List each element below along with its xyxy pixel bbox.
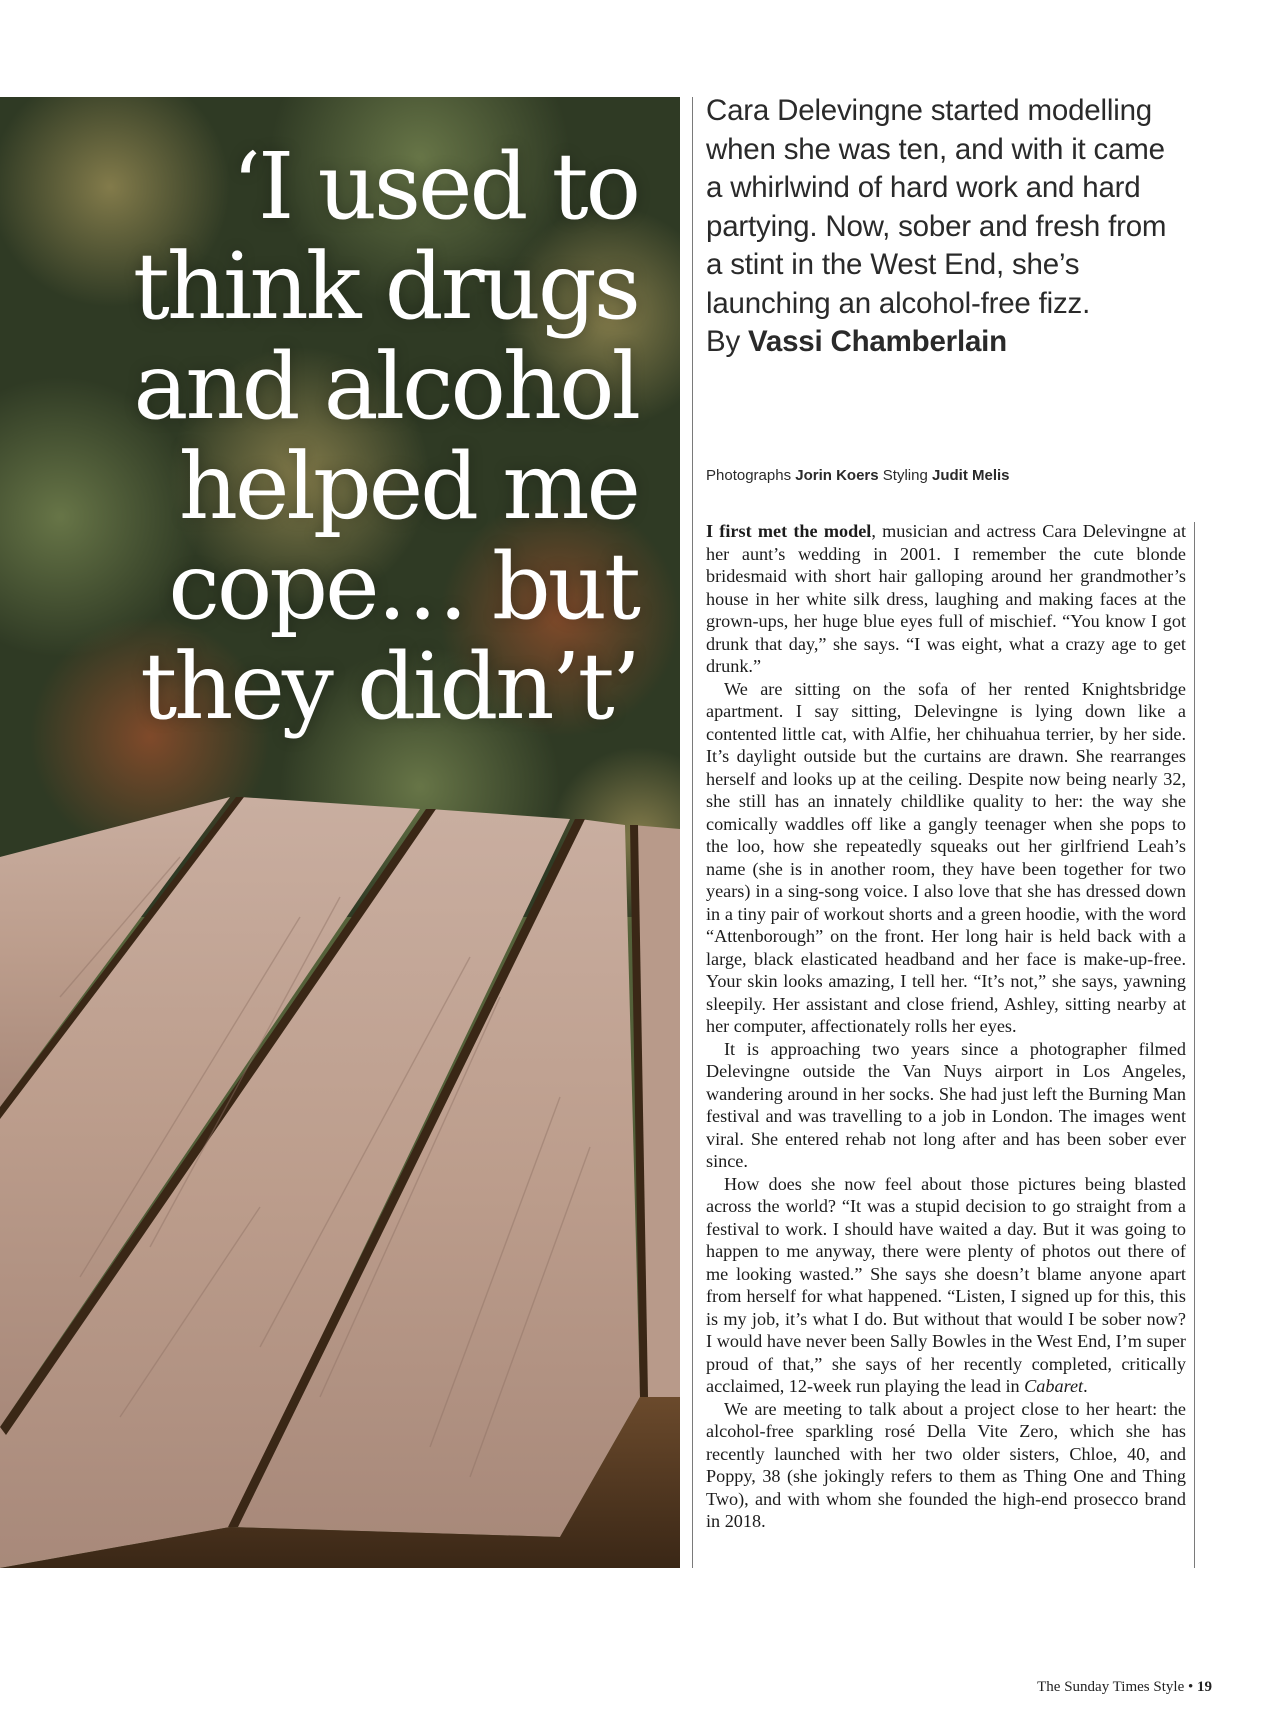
standfirst (706, 92, 1186, 362)
page-footer (1037, 1679, 1212, 1696)
article-paragraph-4-text: How does she now feel about those pictures being blasted across the world? “It was a stupid decision to go straight from a festival to work. I should have waited a day. But it was going to happen to me anyway, there were plenty of photos out there of me looking wasted.” She says she doesn’t blame anyone apart from herself for what happened. “Listen, I signed up for this, this is my job, it’s what I do. But without that would I be sober now? I would have never been Sally Bowles in the West End, I’m super proud of that,” she says of her recently completed, critically acclaimed, 12-week run playing the lead in (706, 1173, 1186, 1396)
article-paragraph-2: We are sitting on the sofa of her rented Knightsbridge apartment. I say sitting, Delevingne is lying down like a contented little cat, with Alfie, her chihuahua terrier, by her side. It’s daylight outside but the curtains are drawn. She rearranges herself and looks up at the ceiling. Despite now being nearly 32, she still has an innately childlike quality to her: the way she comically waddles off like a gangly teenager when she pops to the loo, how she repeatedly squeaks out her girlfriend Leah’s name (she is in another room, they have been together for two years) in a sing-song voice. I also love that she has dressed down in a tiny pair of workout shorts and a green hoodie, with the word “Attenborough” on the front. Her long hair is held back with a large, black elasticated headband and her face is make-up-free. Your skin looks amazing, I tell her. “It’s not,” she says, yawning sleepily. Her assistant and close friend, Ashley, sitting nearby at her computer, affectionately rolls her eyes. (706, 678, 1186, 1036)
photo-credits (706, 466, 1186, 486)
footer-separator: • (1187, 1679, 1194, 1695)
article-paragraph-5: We are meeting to talk about a project close to her heart: the alcohol-free sparkling rosé Della Vite Zero, which she has recently launched with her two older sisters, Chloe, 40, and Poppy, 38 (she jokingly refers to them as Thing One and Thing Two), and with whom she founded the high-end prosecco brand in 2018. (706, 1398, 1186, 1531)
article-paragraph-4-end: . (1083, 1376, 1088, 1396)
article-paragraph-1 (706, 520, 1186, 678)
standfirst-text: Cara Delevingne started modelling when she was ten, and with it came a whirlwind of hard work and hard partying. Now, sober and fresh from a stint in the West End, she’s launching an alcohol-free fizz. (706, 94, 1167, 320)
byline-author: Vassi Chamberlain (748, 325, 1007, 358)
page-number: 19 (1197, 1679, 1212, 1695)
article-paragraph-3: It is approaching two years since a photographer filmed Delevingne outside the Van Nuys airport in Los Angeles, wandering around in her socks. She had just left the Burning Man festival and was travelling to a job in London. The images went viral. She entered rehab not long after and has been sober ever since. (706, 1038, 1186, 1171)
headline: ‘I used to think drugs and alcohol helped me cope… but they didn’t’ (132, 133, 638, 740)
photographer-name: Jorin Koers (795, 467, 879, 484)
article-lead-in: I first met the model (706, 521, 872, 541)
photographs-label: Photographs (706, 467, 792, 484)
hero-photo (0, 97, 680, 1568)
publication-name: The Sunday Times Style (1037, 1679, 1185, 1695)
byline-by: By (706, 325, 741, 358)
body-column-divider (1194, 522, 1195, 1568)
show-title-cabaret: Cabaret (1024, 1376, 1084, 1396)
column-divider (692, 97, 693, 1568)
article-paragraph-1-text: , musician and actress Cara Delevingne at her aunt’s wedding in 2001. I remember the cute blonde bridesmaid with short hair galloping around her grandmother’s house in her white silk dress, laughing and making faces at the grown-ups, her huge blue eyes full of mischief. “You know I got drunk that day,” she says. “I was eight, what a crazy age to get drunk.” (706, 521, 1186, 676)
stylist-name: Judit Melis (931, 467, 1010, 484)
styling-label: Styling (882, 467, 928, 484)
article-body (706, 520, 1186, 1533)
article-paragraph-4 (706, 1173, 1186, 1398)
